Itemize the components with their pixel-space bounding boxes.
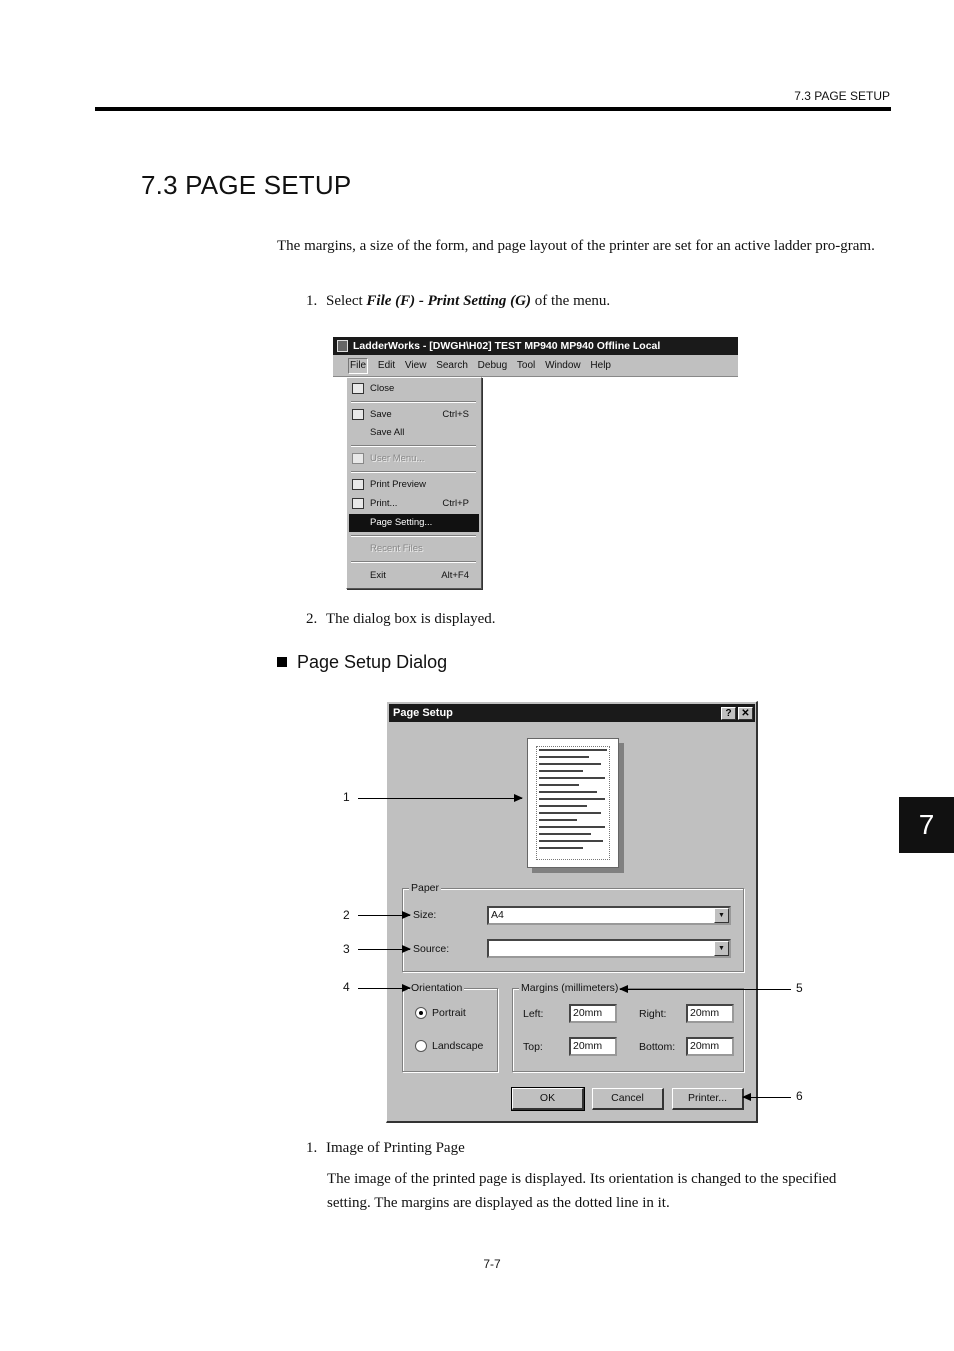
callout-3-arrow xyxy=(358,949,410,950)
sub-heading xyxy=(277,652,447,673)
user-menu-icon xyxy=(352,453,364,464)
left-margin-label: Left: xyxy=(523,1008,544,1020)
printer-button[interactable]: Printer... xyxy=(672,1088,744,1110)
menu-item-label: Close xyxy=(370,383,395,394)
menu-separator xyxy=(351,561,476,563)
right-margin-label: Right: xyxy=(639,1008,667,1020)
item-number: 1. xyxy=(306,1140,318,1156)
preview-text-line xyxy=(539,798,605,800)
menu-item-user-menu xyxy=(349,450,479,468)
menu-item-print-preview[interactable] xyxy=(349,476,479,494)
callout-5: 5 xyxy=(796,981,803,995)
item-title: Image of Printing Page xyxy=(326,1140,465,1156)
page-preview-image xyxy=(527,738,619,868)
menu-item-exit[interactable] xyxy=(349,567,479,585)
step-1 xyxy=(306,293,610,310)
right-margin-input[interactable]: 20mm xyxy=(686,1004,734,1023)
orientation-group-label: Orientation xyxy=(411,982,463,994)
dropdown-arrow-icon: ▼ xyxy=(714,941,729,956)
step-text: Select xyxy=(326,293,367,309)
menu-debug[interactable]: Debug xyxy=(477,360,508,371)
step-number: 2. xyxy=(306,611,318,627)
preview-text-line xyxy=(539,812,601,814)
size-value: A4 xyxy=(491,909,504,921)
menu-item-shortcut: Ctrl+P xyxy=(442,498,469,509)
cancel-button[interactable]: Cancel xyxy=(592,1088,664,1110)
size-combo[interactable] xyxy=(487,906,731,925)
menu-search[interactable]: Search xyxy=(436,360,468,371)
preview-text-line xyxy=(539,756,589,758)
callout-1-arrow xyxy=(358,798,522,799)
menu-item-label: Print... xyxy=(370,498,398,509)
section-title: 7.3 PAGE SETUP xyxy=(141,170,352,200)
ok-button[interactable]: OK xyxy=(512,1088,584,1110)
item-1-description: The image of the printed page is displayed. Its orientation is changed to the specified setting. The margins are displayed as the dotted line in it. xyxy=(327,1171,837,1211)
menu-item-print[interactable] xyxy=(349,495,479,513)
print-preview-icon xyxy=(352,479,364,490)
paper-group xyxy=(402,888,744,972)
app-icon xyxy=(337,340,348,352)
intro-paragraph: The margins, a size of the form, and page layout of the printer are set for an active ladder pro-gram. xyxy=(277,238,875,254)
menu-tool[interactable]: Tool xyxy=(516,360,536,371)
preview-text-line xyxy=(539,770,583,772)
help-button[interactable]: ? xyxy=(721,707,736,720)
source-label: Source: xyxy=(413,943,450,955)
dialog-titlebar xyxy=(389,704,755,722)
menu-bar xyxy=(333,355,738,377)
menu-item-save-all[interactable] xyxy=(349,424,479,442)
menu-edit[interactable]: Edit xyxy=(377,360,396,371)
file-dropdown xyxy=(346,377,482,589)
step-number: 1. xyxy=(306,293,318,309)
preview-text-line xyxy=(539,840,603,842)
dropdown-arrow-icon: ▼ xyxy=(714,908,729,923)
orientation-group xyxy=(402,988,498,1072)
margins-group xyxy=(512,988,744,1072)
window-title: LadderWorks - [DWGH\H02] TEST MP940 MP940 Offline Local xyxy=(353,340,661,352)
top-margin-label: Top: xyxy=(523,1041,543,1053)
menu-separator xyxy=(351,401,476,403)
step-text-end: of the menu. xyxy=(531,293,611,309)
page-number: 7-7 xyxy=(483,1257,501,1271)
sub-heading-text: Page Setup Dialog xyxy=(297,652,448,672)
close-file-icon xyxy=(352,383,364,394)
left-margin-input[interactable]: 20mm xyxy=(569,1004,617,1023)
callout-4-arrow xyxy=(358,988,410,989)
running-head: 7.3 PAGE SETUP xyxy=(794,89,890,103)
menu-item-recent-files xyxy=(349,540,479,558)
header-rule xyxy=(95,107,891,111)
portrait-label[interactable]: Portrait xyxy=(432,1007,466,1019)
preview-text-line xyxy=(539,826,605,828)
printer-icon xyxy=(352,498,364,509)
menu-item-label: Exit xyxy=(370,570,386,581)
callout-2: 2 xyxy=(343,908,350,922)
callout-6-arrow xyxy=(743,1097,791,1098)
preview-text-line xyxy=(539,805,587,807)
menu-item-shortcut: Alt+F4 xyxy=(441,570,469,581)
landscape-radio[interactable] xyxy=(415,1040,427,1052)
menu-window[interactable]: Window xyxy=(545,360,581,371)
callout-1: 1 xyxy=(343,790,350,804)
preview-text-line xyxy=(539,847,583,849)
callout-5-arrow xyxy=(620,989,791,990)
top-margin-input[interactable]: 20mm xyxy=(569,1037,617,1056)
menu-help[interactable]: Help xyxy=(590,360,611,371)
save-icon xyxy=(352,409,364,420)
callout-3: 3 xyxy=(343,942,350,956)
landscape-label[interactable]: Landscape xyxy=(432,1040,484,1052)
paper-group-label: Paper xyxy=(411,882,440,894)
chapter-tab: 7 xyxy=(899,797,954,853)
menu-item-label: Print Preview xyxy=(370,479,426,490)
menu-separator xyxy=(351,535,476,537)
preview-text-line xyxy=(539,833,591,835)
callout-4: 4 xyxy=(343,980,350,994)
menu-item-close[interactable] xyxy=(349,380,479,398)
step-2 xyxy=(306,611,496,628)
size-label: Size: xyxy=(413,909,437,921)
preview-text-line xyxy=(539,749,607,751)
portrait-radio[interactable] xyxy=(415,1007,427,1019)
menu-command: File (F) - Print Setting (G) xyxy=(366,293,531,309)
square-bullet-icon xyxy=(277,657,287,667)
preview-text-line xyxy=(539,763,601,765)
preview-text-line xyxy=(539,784,579,786)
preview-text-line xyxy=(539,791,597,793)
menu-item-save[interactable] xyxy=(349,406,479,424)
bottom-margin-input[interactable]: 20mm xyxy=(686,1037,734,1056)
menu-item-label: Recent Files xyxy=(370,543,423,554)
callout-2-arrow xyxy=(358,915,410,916)
margins-group-label: Margins (millimeters) xyxy=(521,982,619,994)
page-setup-dialog xyxy=(386,701,758,1123)
menu-item-label: Save xyxy=(370,409,392,420)
preview-text-line xyxy=(539,819,577,821)
menu-item-label: Page Setting... xyxy=(370,517,433,528)
menu-item-label: Save All xyxy=(370,427,405,438)
dialog-title: Page Setup xyxy=(393,707,453,719)
preview-text-line xyxy=(539,777,605,779)
menu-view[interactable]: View xyxy=(404,360,427,371)
menu-item-label: User Menu... xyxy=(370,453,425,464)
close-button[interactable]: ✕ xyxy=(738,707,753,720)
callout-6: 6 xyxy=(796,1089,803,1103)
item-1 xyxy=(306,1140,465,1157)
window-titlebar xyxy=(333,337,738,355)
bottom-margin-label: Bottom: xyxy=(639,1041,676,1053)
menu-screenshot xyxy=(333,337,738,589)
source-combo[interactable] xyxy=(487,939,731,958)
step-text: The dialog box is displayed. xyxy=(326,611,496,627)
menu-file[interactable]: File xyxy=(348,358,368,374)
menu-item-page-setting[interactable] xyxy=(349,514,479,532)
menu-separator xyxy=(351,445,476,447)
menu-separator xyxy=(351,471,476,473)
menu-item-shortcut: Ctrl+S xyxy=(442,409,469,420)
